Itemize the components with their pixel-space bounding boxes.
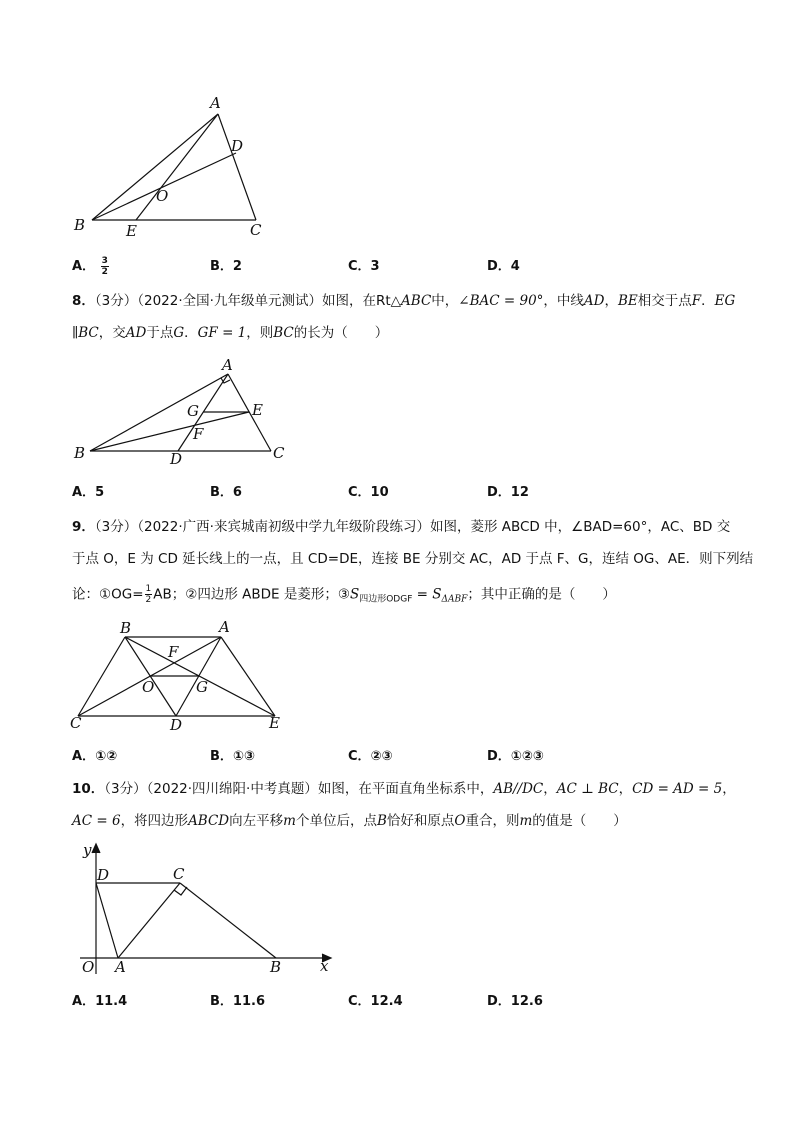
q9-option-d-label: D． [487,749,511,764]
q9-label-D: D [170,716,183,734]
q8-angle: ∠BAC = 90° [458,293,544,309]
q8-option-a-value: 5 [95,485,105,500]
q8-option-d[interactable] [487,484,529,502]
q9-figure [0,615,794,740]
q8-eg: EG [714,293,736,309]
q9-label-E: E [269,714,280,732]
q10-option-c-label: C． [348,994,371,1009]
q9-text-3a: 论：①OG= [72,586,144,603]
q7-label-O: O [156,187,169,205]
q10-option-b-label: B． [210,994,233,1009]
q8-option-a-label: A． [72,485,96,500]
q8-option-c-label: C． [348,485,371,500]
q7-option-a[interactable] [72,256,110,277]
q9-line-2 [72,550,753,568]
q9-line-1 [72,518,730,536]
q10-abcd: ABCD [188,813,230,829]
q10-option-c-value: 12.4 [370,994,403,1009]
q8-label-A: A [222,356,233,374]
q7-option-a-num: 3 [101,256,108,266]
q8-number: 8． [72,293,95,309]
q9-label-C: C [70,714,82,732]
q9-option-d[interactable] [487,748,544,766]
q7-option-d[interactable] [487,258,520,276]
q10-o: O [454,813,466,829]
q9-label-O: O [142,678,155,696]
q7-option-c-value: 3 [370,259,380,274]
q9-text-3c: ；其中正确的是（ ） [467,586,616,603]
q10-abdc: AB//DC [493,781,544,797]
q10-option-c[interactable] [348,993,403,1011]
q8-option-d-value: 12 [510,485,529,500]
q8-source: （2022·全国·九年级单元测试） [137,293,322,309]
q7-option-a-label: A． [72,259,96,274]
q9-label-A: A [219,618,230,636]
q10-acbc: AC ⊥ BC [556,781,619,797]
q10-text-2f: 的值是（ ） [532,813,627,829]
q8-text-1b: 中， [431,293,459,309]
q8-label-E: E [252,401,263,419]
q9-text-3b: AB；②四边形 ABDE 是菱形；③ [153,586,350,603]
q8-label-F: F [193,425,204,443]
q8-g: G [173,325,185,341]
q10-cdad: CD = AD = 5 [632,781,723,797]
q7-option-d-label: D． [487,259,511,274]
q8-be: BE [618,293,638,309]
q10-number: 10． [72,781,105,797]
q8-option-b[interactable] [210,484,242,502]
q10-option-b[interactable] [210,993,265,1011]
q9-score: （3分） [94,519,138,535]
q8-ad: AD [583,293,605,309]
q7-option-c[interactable] [348,258,380,276]
q7-label-C: C [250,221,262,239]
q10-option-d[interactable] [487,993,543,1011]
q10-label-B: B [270,958,282,976]
q7-label-A: A [210,94,221,112]
q8-text-1a: 如图，在Rt [321,293,391,309]
q10-c1: ， [543,781,557,797]
q9-label-B: B [120,619,132,637]
q8-option-b-label: B． [210,485,233,500]
q9-option-a[interactable] [72,748,117,766]
q8-text-2c: 于点 [146,325,174,341]
q8-text-1d: 相交于点 [637,293,692,309]
q10-line-2 [72,812,627,830]
q8-tri: △ABC [390,293,432,309]
q10-option-d-value: 12.6 [510,994,543,1009]
q8-option-c-value: 10 [370,485,389,500]
q7-figure [0,0,794,250]
q7-option-b-label: B． [210,259,233,274]
q8-option-a[interactable] [72,484,104,502]
q7-option-b-value: 2 [232,259,242,274]
q9-s2-sub: ΔABF [441,594,468,605]
q10-ac: AC = 6 [72,813,121,829]
q9-s1-sub: 四边形ODGF [359,594,413,605]
q9-option-c-label: C． [348,749,371,764]
q7-option-a-den: 2 [101,267,108,277]
q10-text-2c: 个单位后，点 [295,813,377,829]
q10-label-O: O [82,958,95,976]
q9-line-3 [72,584,616,609]
q10-label-x: x [320,957,329,975]
q10-m: m [283,813,296,829]
q8-text-2d: ． [184,325,198,341]
q9-eq: = [412,586,433,603]
q8-text-2f: 的长为（ ） [293,325,389,341]
q10-text-2b: 向左平移 [229,813,284,829]
q7-label-E: E [126,222,137,240]
q10-label-C: C [173,865,185,883]
q10-c2: ， [618,781,633,797]
q9-fraction [145,584,153,605]
q7-label-D: D [231,137,244,155]
q8-period: ． [701,293,715,309]
q10-label-A: A [115,958,126,976]
q8-score: （3分） [94,293,138,309]
q8-label-D: D [170,450,183,468]
q7-option-b[interactable] [210,258,242,276]
q8-bc: BC [273,325,294,341]
q8-line-2 [72,324,388,342]
q10-text-1a: 如图，在平面直角坐标系中， [317,781,494,797]
q9-frac-den: 2 [145,595,152,605]
q10-line-1 [72,780,736,798]
q9-option-c-value: ②③ [370,749,393,764]
q10-figure [0,838,794,988]
q9-option-b[interactable] [210,748,255,766]
q9-frac-num: 1 [145,584,152,594]
q8-f: F [691,293,702,309]
q9-option-c[interactable] [348,748,393,766]
q8-text-2a: ∥BC [72,325,99,341]
q9-label-G: G [196,678,208,696]
q7-label-B: B [74,216,86,234]
q9-option-a-value: ①② [95,749,118,764]
q8-gf: GF = 1 [197,325,247,341]
q7-option-c-label: C． [348,259,371,274]
q7-option-a-fraction [101,256,109,277]
q7-option-d-value: 4 [510,259,520,274]
q8-option-b-value: 6 [232,485,242,500]
q10-option-b-value: 11.6 [232,994,265,1009]
q8-comma: ， [604,293,618,309]
q8-text-2e: ，则 [246,325,274,341]
q10-score: （3分） [104,781,147,797]
q10-option-a[interactable] [72,993,127,1011]
q8-label-C: C [273,444,285,462]
q9-text-2: 于点 O，E 为 CD 延长线上的一点，且 CD=DE，连接 BE 分别交 AC，AD 于点 F、G，连结 OG、AE．则下列结 [72,551,754,567]
q8-label-B: B [74,444,86,462]
q9-option-d-value: ①②③ [510,749,544,764]
q10-option-d-label: D． [487,994,511,1009]
q10-label-D: D [97,866,110,884]
q8-text-1c: ，中线 [543,293,584,309]
q9-option-b-value: ①③ [232,749,255,764]
q9-source: （2022·广西·来宾城南初级中学九年级阶段练习） [137,519,430,535]
q8-figure [0,350,794,475]
q10-label-y: y [83,841,92,859]
q9-option-a-label: A． [72,749,96,764]
q9-s2: S [432,586,442,603]
q10-m2: m [519,813,533,829]
q10-text-2e: 重合，则 [465,813,520,829]
q10-c3: ， [722,781,736,797]
q10-b: B [376,813,387,829]
q8-option-d-label: D． [487,485,511,500]
q9-label-F: F [168,643,179,661]
q9-text-1: 如图，菱形 ABCD 中，∠BAD=60°，AC、BD 交 [429,519,731,535]
q8-ad2: AD [125,325,147,341]
q10-text-2d: 恰好和原点 [386,813,455,829]
q10-text-2a: ，将四边形 [120,813,189,829]
q9-number: 9． [72,519,95,535]
q8-label-G: G [187,402,199,420]
q8-option-c[interactable] [348,484,389,502]
q9-s1: S [349,586,360,603]
q10-source: （2022·四川绵阳·中考真题） [146,781,318,797]
q10-option-a-value: 11.4 [95,994,128,1009]
q8-text-2b: ，交 [98,325,126,341]
q8-line-1 [72,292,735,310]
q9-option-b-label: B． [210,749,233,764]
q10-option-a-label: A． [72,994,96,1009]
